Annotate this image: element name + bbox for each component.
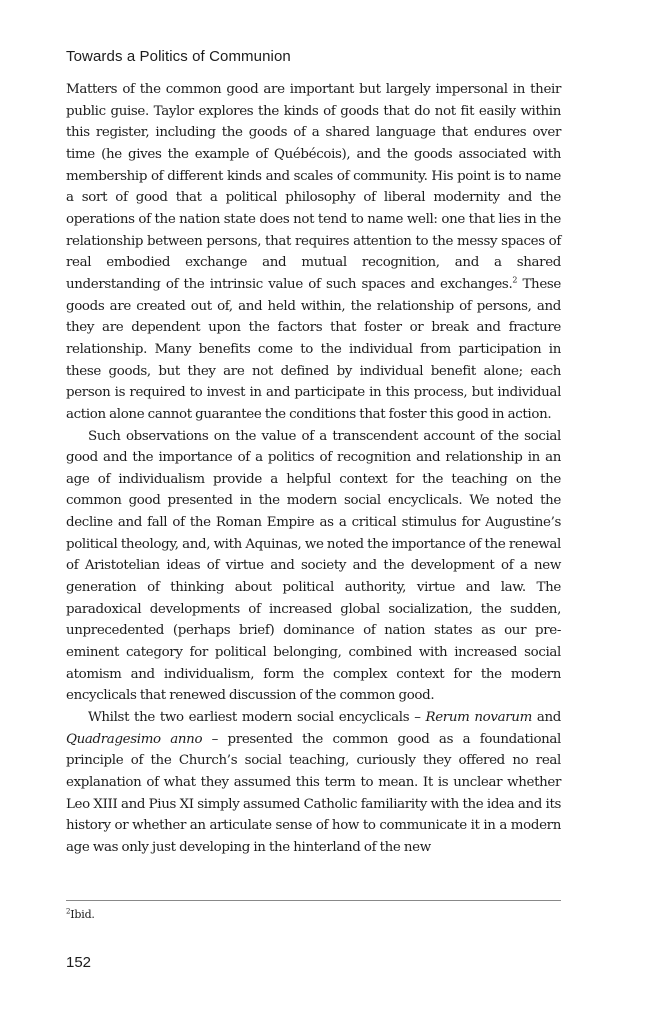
- paragraph-3-text-b: and: [531, 710, 561, 726]
- footnote-text: Ibid.: [70, 908, 95, 921]
- encyclical-title-quadragesimo-anno: Quadragesimo anno: [66, 731, 203, 747]
- footnote-divider: [66, 900, 561, 901]
- running-head-title: Towards a Politics of Communion: [66, 48, 291, 65]
- paragraph-1: [66, 79, 561, 426]
- paragraph-1-text-a: Matters of the common good are important but largely impersonal in their public guise. Taylor explores the kinds of goods that do not fit easily within this register, including the goods of a shared language that endures over time (he gives the example of Québécois), and the goods associated with membership of different kinds and scales of community. His point is to name a sort of good that a political philosophy of liberal modernity and the operations of the nation state does not tend to name well: one that lies in the relationship between persons, that requires attention to the messy spaces of real embodied exchange and mutual recognition, and a shared understanding of the intrinsic value of such spaces and exchanges.: [66, 82, 561, 292]
- encyclical-title-rerum-novarum: Rerum novarum: [425, 710, 532, 726]
- paragraph-3-text-a: Whilst the two earliest modern social encyclicals –: [88, 710, 426, 726]
- footnote-reference: 2: [512, 275, 518, 285]
- body-text: [66, 79, 561, 859]
- paragraph-1-text-b: These goods are created out of, and held within, the relationship of persons, and they are dependent upon the factors that foster or break and fracture relationship. Many benefits come to the individual from participation in these goods, but they are not defined by individual benefit alone; each person is required to invest in and participate in this process, but individual action alone cannot guarantee the conditions that foster this good in action.: [66, 276, 562, 422]
- page-number: 152: [66, 954, 92, 971]
- paragraph-3-text-c: – presented the common good as a foundational principle of the Church’s social teaching, curiously they offered no real explanation of what they assumed this term to mean. It is unclear whether Leo XIII and Pius XI simply assumed Catholic familiarity with the idea and its history or whether an articulate sense of how to communicate it in a modern age was only just developing in the hinterland of the new: [66, 731, 561, 855]
- footnote-number: 2: [66, 907, 71, 916]
- paragraph-2: Such observations on the value of a transcendent account of the social good and the importance of a politics of recognition and relationship in an age of individualism provide a helpful context for the teaching on the common good presented in the modern social encyclicals. We noted the decline and fall of the Roman Empire as a critical stimulus for Augustine’s political theology, and, with Aquinas, we noted the importance of the renewal of Aristotelian ideas of virtue and society and the development of a new generation of thinking about political authority, virtue and law. The paradoxical developments of increased global socialization, the sudden, unprecedented (perhaps brief) dominance of nation states as our pre-eminent category for political belonging, combined with increased social atomism and individualism, form the complex context for the modern encyclicals that renewed discussion of the common good.: [66, 428, 561, 704]
- footnote: [66, 908, 95, 921]
- paragraph-3: [66, 707, 561, 859]
